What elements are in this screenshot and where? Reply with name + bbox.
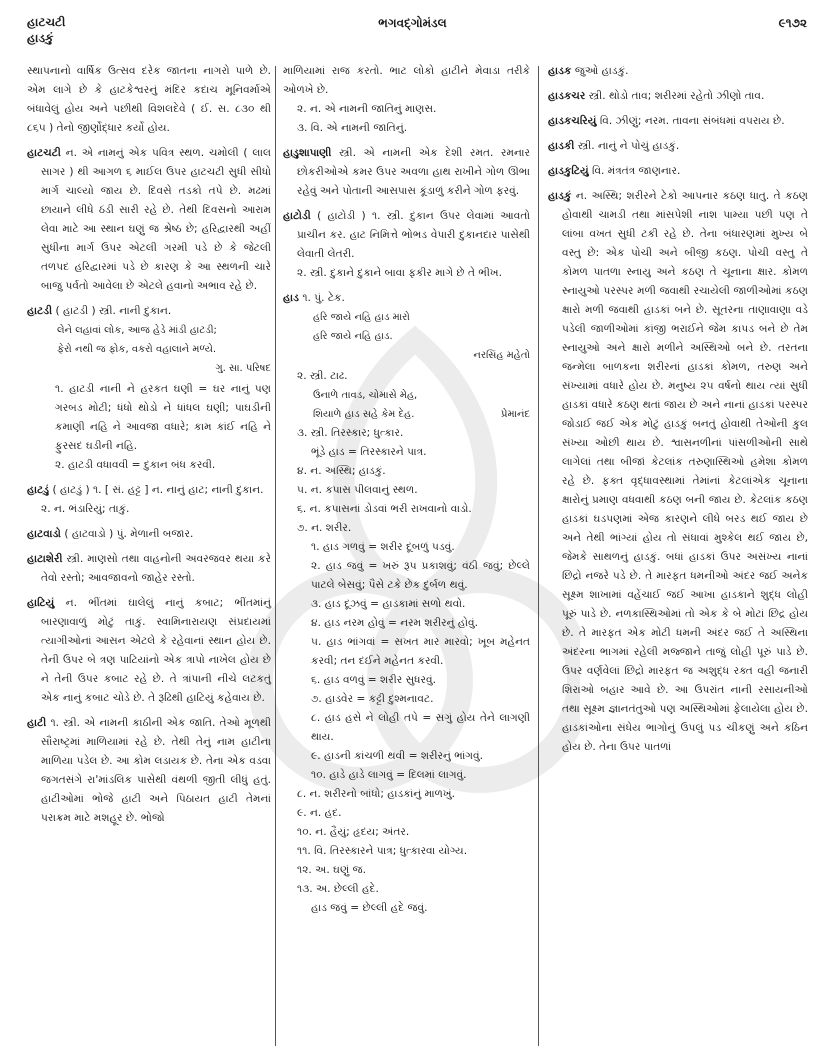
page-number: ૯૧૭૨ [778,16,807,30]
citation: ગુ. સા. પરિષદ [215,363,271,374]
quotation: ફેરો નથી જ ફોક, વકરો વહાલાને મળ્યે. [57,344,217,355]
dictionary-entry [548,162,808,181]
definition: ( હાટડું ) ૧. [ સં. હટ્ટ ] ન. નાનું હાટ; નાની દુકાન. [52,484,264,496]
sense: ૧. પું. ટેક. [302,292,345,304]
right-column [548,62,808,763]
citation: પ્રેમાનંદ [500,409,530,420]
sense: ૨. સ્ત્રી. ટાઢ. [297,370,348,382]
headword: હાટવાડો [27,528,61,540]
guide-word-last: હાડકું [27,31,54,45]
definition: વિ. ઝીણું; નરમ. તાવના સંબંધમાં વપરાય છે. [599,115,785,127]
quotation: લેને લહાવાં લોક, આજ હેડે માંડી હાટડી; [57,325,217,336]
idiom: હાડ જવું = છેલ્લી હદે જવું. [311,902,428,914]
idiom: ૨. હાટડી વધાવવી = દુકાન બંધ કરવી. [55,459,216,471]
idiom: ૩. હાડ દૂઝવું = હાડકામાં સળો થવો. [311,598,466,610]
headword: હાટોડી [283,210,311,222]
idiom: ૨. હાડ જવું = ખરું રૂપ પ્રકાશવું; વંઠી જવું; છેલ્લે પાટલે બેસવું; પૈસે ટકે છેક દુર્બળ થવું. [311,560,530,591]
headword: હાટડું [27,484,50,496]
headword: હાટાશેરી [27,553,63,565]
sense: ૩. સ્ત્રી. તિરસ્કાર; ધુત્કાર. [297,427,404,439]
entry-continuation: સ્થાપનાનો વાર્ષિક ઉત્સવ દરેક જાતના નાગરો પાળે છે. એમ લાગે છે કે હાટકેશ્વરનું મંદિર કદાચ મૂનિવર્માએ બંધાવેલું હોય અને પછીથી વિશલદેવે ( ઈ. સ. ૮૩૦ થી ૮૬૫ ) તેનો જીર્ણોદ્ધાર કર્યો હોય. [27,65,271,134]
entry-continuation: માળિયામાં રાજ કરતો. ભાટ લોકો હાટીને મેવાડા તરીકે ઓળખે છે. [283,65,530,96]
dictionary-entry [27,481,271,519]
dictionary-entry [548,137,808,156]
sense: ૨. ન. એ નામની જાતિનું માણસ. [297,103,437,115]
headword: હાટડી [27,305,53,317]
definition: સ્ત્રી. થોડો તાવ; શરીરમાં રહેતો ઝીણો તાવ. [588,90,765,102]
sense: ૫. ન. કપાસ પીલવાનું સ્થળ. [297,484,418,496]
sense: ૧૨. અ. ઘણું જ. [297,864,366,876]
definition: ૧. સ્ત્રી. એ નામની કાઠીની એક જાતિ. તેઓ મૂળથી સૌરાષ્ટ્રમાં માળિયામાં રહે છે. તેથી તેનું નામ હાટીના માળિયા પડેલ છે. આ કોમ લડાયક છે. તેના એક વડવા જગતસંગે રા'માંડલિક પાસેથી વંથળી જીતી લીધું હતું. હાટીઓમાં ભોજે હાટી અને પિઠાયત હાટી તેમનાં પરાક્રમ માટે મશહૂર છે. ભોજો [41,717,271,824]
dictionary-entry [548,62,808,81]
column-divider [538,66,539,1046]
dictionary-entry [27,302,271,475]
idiom: ૮. હાડ હસે ને લોહી તપે = સગું હોય તેને લાગણી થાય. [311,712,530,743]
sense: ૧૧. વિ. તિરસ્કારને પાત્ર; ધુત્કારવા યોગ્ય. [297,845,468,857]
sense: ૬. ન. કપાસનાં ડોડવાં ભરી રાખવાનો વાડો. [297,503,472,515]
dictionary-entry [27,594,271,708]
definition: ન. એ નામનું એક પવિત્ર સ્થળ. ચમોલી ( લાલ સાગર ) થી આગળ ૬ માઈલ ઉપર હાટચટી સુધી સીધો માર્ગ ચાલ્યો જાય છે. દિવસે તડકો તપે છે. મઢમાં છાયાને લીધે ઠંડી સારી રહે છે. તેથી દિવસનો આરામ લેવા માટે આ સ્થાન ઘણું જ શ્રેષ્ઠ છે; હરિદ્વારથી અહીં સુધીના માર્ગ ઉપર એટલી ગરમી પડે છે કે જેટલી તળપદ હરિદ્વારમાં પડે છે કારણ કે આ સ્થળની ચારે બાજુ પર્વતો આવેલા છે એટલે હવાનો અભાવ રહે છે. [41,147,271,292]
definition: ન. અસ્થિ; શરીરને ટેકો આપનાર કઠણ ધાતુ. તે કઠણ હોવાથી ચામડી તથા માંસપેશી નાશ પામ્યા પછી પણ તે લાંબા વખત સુધી ટકી રહે છે. તેના બંધારણમાં મુખ્ય બે વસ્તુ છે: એક પોચી અને બીજી કઠણ. પોચી વસ્તુ તે કોમળ પાતળા સ્નાયુ અને કઠણ તે ચૂનાના ક્ષાર. કોમળ સ્નાયુઓ પરસ્પર મળી જવાથી રચાયેલી જાળીઓમાં કઠણ ક્ષારો મળી જવાથી હાડકાં બને છે. સૂતરના તાણાવાણા વડે પડેલી જાળીઓમાં કાંજી ભરાઈને જેમ કાપડ બને છે તેમ સ્નાયુઓ અને ક્ષારો મળીને અસ્થિઓ બને છે. તરતના જન્મેલા બાળકના શરીરનાં હાડકાં કોમળ, તરુણ અને સંખ્યામાં વધારે હોય છે. મનુષ્ય ૨૫ વર્ષનો થાય ત્યાં સુધી હાડકાં વધારે કઠણ થતાં જાય છે અને નાનાં હાડકાં પરસ્પર જોડાઈ જઈ એક મોટું હાડકું બનતું હોવાથી તેઓની કુલ સંખ્યા ઓછી થાય છે. શ્વાસનળીનાં પાંસળીઓની સાથે લાગેલાં તથા બીજાં કેટલાંક તરુણાસ્થિઓ હમેશા કોમળ રહે છે. ફક્ત વૃદ્ધાવસ્થામાં તેમાંનાં કેટલાંએક ચૂનાના ક્ષારોનું પ્રમાણ વધવાથી કઠણ બની જાય છે. કેટલાંક કઠણ હાડકાં ઘડપણમાં એજ કારણને લીધે બરડ થઈ જાય છે અને તેથી ભાંગ્યાં હોય તો સંધાવાં મુશ્કેલ થઈ જાય છે, જેમકે સાથળનું હાડકું. બધાં હાડકાં ઉપર અસંખ્ય નાનાં છિદ્રો નજરે પડે છે. તે મારફત ધમનીઓ અંદર જઈ અનેક સૂક્ષ્મ શાખામાં વહેંચાઈ જઈ આખા હાડકાને શુદ્ધ લોહી પૂરું પાડે છે. નળકાસ્થિઓમાં તો એક કે બે મોટાં છિદ્ર હોય છે. તે મારફત એક મોટી ધમની અંદર જઈ તે અસ્થિના અંદરના ભાગમાં રહેલી મજ્જાને તાજું લોહી પૂરું પાડે છે. ઉપર વર્ણવેલાં છિદ્રો મારફત જ અશુદ્ધ રક્ત વહી જનારી શિરાઓ બહાર આવે છે. આ ઉપરાંત નાની રસાયનીઓ તથા સૂક્ષ્મ જ્ઞાનતંતુઓ પણ અસ્થિઓમાં ફેલાયેલા હોય છે. હાડકાંઓના સંધેય ભાગોનું ઉપલું પડ ચીકણું અને કઠિન હોય છે. તેના ઉપર પાતળાં [562,190,808,753]
headword: હાડકું [548,190,572,202]
definition: સ્ત્રી. માણસો તથા વાહનોની અવરજવર થયા કરે તેવો રસ્તો; આવજાવનો જાહેર રસ્તો. [41,553,271,584]
idiom: ૧. હાડ ગળવું = શરીર દૂબળું પડવું. [311,541,455,553]
idiom: ૫. હાડ ભાંગવાં = સખત માર મારવો; ખૂબ મહેનત કરવી; તન દઈને મહેનત કરવી. [311,636,530,667]
sense: ૪. ન. અસ્થિ; હાડકું. [297,465,386,477]
definition: સ્ત્રી. નાનું ને પોચું હાડકું. [577,140,680,152]
headword: હાડકચર [548,90,586,102]
idiom: ૧. હાટડી નાની ને હરકત ઘણી = ઘર નાનું પણ ગરબડ મોટી; ધંધો થોડો ને ધાંધલ ઘણી; પાઘડીની કમાણી નહિ ને આવજા વધારે; કામ કાંઈ નહિ ને ફુરસદ ઘડીની નહિ. [55,383,271,452]
citation: નરસિંહ મહેતો [473,350,530,361]
sense: ૧૩. અ. છેલ્લી હદે. [297,883,379,895]
headword: હાડક [548,65,572,77]
quotation: શિયાળે હાડ સહે કેમ દેહ. પ્રેમાનંદ [283,405,530,424]
dictionary-entry [27,525,271,544]
headword: હાડકચરિયું [548,115,597,127]
middle-column [283,62,530,918]
sense: ૨. ન. ભંડારિયું; તાકું. [41,503,130,515]
definition: ( હાટોડી ) ૧. સ્ત્રી. દુકાન ઉપર લેવામાં આવતો પ્રાચીન કર. હાટ નિમિત્તે ભોભડ વેપારી દુકાનદાર પાસેથી લેવાતી લેતરી. [297,210,530,260]
dictionary-entry [27,144,271,296]
headword: હાટિયું [27,597,55,609]
dictionary-entry [27,714,271,828]
book-title: ભગવદ્ગોમંડલ [378,16,447,30]
quotation: ઉનાળે તાવડ, ચોમાસે મેહ, [313,390,418,401]
dictionary-entry [548,187,808,757]
left-column [27,62,271,834]
idiom: ૯. હાડની કાંચળી થવી = શરીરનું ભાંગવું. [311,750,483,762]
definition: ન. ભીંતમાં ઘાલેલું નાનું કબાટ; ભીંતમાંનું બારણાવાળું મોટું તાકું. સ્વામિનારાયણ સંપ્રદાયમાં ત્યાગીઓનાં આસન એટલે કે રહેવાનાં સ્થાન હોય છે. તેની ઉપર બે ત્રણ પાટિયાંનો એક ત્રાપો નાખેલ હોય છે ને તેની ઉપર કબાટ રહે છે. તે ત્રાંપાની નીચે લટકતું એક નાનું કબાટ ચોડે છે. તે રૂઢિથી હાટિયું કહેવાય છે. [41,597,271,704]
idiom: ૪. હાડ નરમ હોવું = નરમ શરીરનું હોવું. [311,617,478,629]
idiom: ૭. હાડવેર = કટ્ટી દુશ્મનાવટ. [311,693,434,705]
sense: ૧૦. ન. હૈયું; હૃદય; અંતર. [297,826,410,838]
dictionary-entry [283,289,530,918]
headword: હાડકુટિયું [548,165,589,177]
sense: ૮. ન. શરીરનો બાંધો; હાડકાંનું માળખું. [297,788,455,800]
guide-word-first: હાટચટી [27,15,66,29]
page-header [0,0,825,45]
idiom: ૬. હાડ વળવું = શરીર સુધરવું. [311,674,436,686]
dictionary-entry [283,144,530,201]
sense: ૩. વિ. એ નામની જાતિનું. [297,122,408,134]
definition: ( હાટડી ) સ્ત્રી. નાની દુકાન. [55,305,172,317]
sense: ૯. ન. હદ. [297,807,342,819]
idiom: ભૂંડે હાડ = તિરસ્કારને પાત્ર. [311,446,427,458]
dictionary-entry [27,550,271,588]
sense: ૨. સ્ત્રી. દુકાને દુકાને બાવા ફકીર માગે છે તે ભીખ. [297,267,502,279]
quotation: હરિ જાયે નહિ હાડ મારો [313,312,410,323]
quotation: હરિ જાયે નહિ હાડ. [313,331,393,342]
headword: હાડકી [548,140,575,152]
headword: હાટી [27,717,47,729]
headword: હાટચટી [27,147,61,159]
column-divider [275,66,276,1046]
definition: સ્ત્રી. એ નામની એક દેશી રમત. રમનાર છોકરીઓએ કમર ઉપર અવળા હાથ રાખીને ગોળ ઊભા રહેવું અને પોતાની આસપાસ કૂંડાળું કરીને ગોળ ફરવું. [297,147,530,197]
dictionary-entry [548,112,808,131]
dictionary-entry [283,207,530,283]
idiom: ૧૦. હાડે હાડે લાગવું = દિલમાં લાગવું. [311,769,467,781]
headword: હાડ [283,292,299,304]
definition: વિ. મંત્રતંત્ર જાણનાર. [592,165,681,177]
definition: ( હાટવાડો ) પું. મેળાની બજાર. [64,528,194,540]
sense: ૭. ન. શરીર. [297,522,352,534]
headword: હાડુશાપાણી [283,147,332,159]
definition: જુઓ હાડકું. [574,65,629,77]
dictionary-entry [548,87,808,106]
